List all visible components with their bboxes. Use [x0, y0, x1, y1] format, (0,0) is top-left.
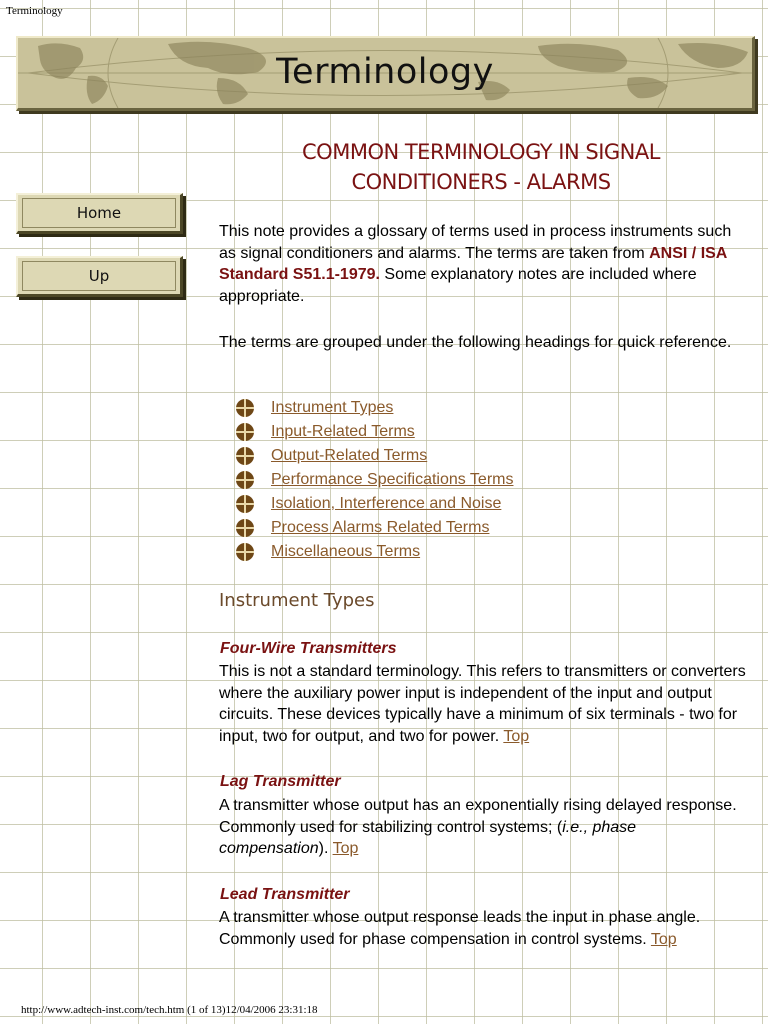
toc-link-process-alarms[interactable]: Process Alarms Related Terms [271, 519, 490, 536]
page-title-line-1: COMMON TERMINOLOGY IN SIGNAL [302, 140, 660, 164]
term-definition-italic: i.e., phase compensation [219, 818, 637, 857]
bullet-icon [236, 519, 254, 537]
term-title: Lag Transmitter [220, 773, 341, 790]
print-header: Terminology [6, 5, 63, 17]
intro-text-1: This note provides a glossary of terms used in process instruments such as signal conditioners and alarms. The terms are taken from [219, 223, 732, 262]
bullet-icon [236, 495, 254, 513]
toc-item [236, 444, 513, 468]
toc-item [236, 468, 513, 492]
term-definition-text: A transmitter whose output response leads the input in phase angle. Commonly used for phase compensation in control systems. [219, 909, 701, 948]
banner-title: Terminology [276, 52, 494, 92]
grouping-note: The terms are grouped under the following headings for quick reference. [219, 334, 732, 351]
top-link[interactable]: Top [503, 727, 530, 745]
home-button[interactable] [16, 193, 183, 234]
home-button-label: Home [76, 204, 122, 222]
bullet-icon [236, 447, 254, 465]
toc-item [236, 516, 513, 540]
print-footer: http://www.adtech-inst.com/tech.htm (1 of 13)12/04/2006 23:31:18 [21, 1004, 318, 1016]
toc-link-isolation-interference-noise[interactable]: Isolation, Interference and Noise [271, 495, 502, 512]
toc-link-miscellaneous-terms[interactable]: Miscellaneous Terms [271, 543, 421, 560]
term-title: Lead Transmitter [220, 886, 350, 903]
section-heading: Instrument Types [219, 590, 375, 611]
page-title [220, 137, 742, 197]
term-definition-text-after: ). [318, 840, 333, 857]
term-definition-text: A transmitter whose output has an exponentially rising delayed response. Commonly used for stabilizing control systems; ( [219, 797, 737, 836]
intro-paragraph [219, 221, 749, 307]
standard-reference: ANSI / ISA Standard S51.1-1979. [219, 244, 727, 283]
toc-item [236, 540, 513, 564]
toc-link-output-related-terms[interactable]: Output-Related Terms [271, 447, 428, 464]
toc-link-input-related-terms[interactable]: Input-Related Terms [271, 423, 415, 440]
toc-item [236, 396, 513, 420]
home-button-frame [22, 198, 176, 228]
toc-list [236, 396, 513, 564]
toc-item [236, 492, 513, 516]
toc-link-instrument-types[interactable]: Instrument Types [271, 399, 394, 416]
toc-link-performance-specifications[interactable]: Performance Specifications Terms [271, 471, 514, 488]
bullet-icon [236, 423, 254, 441]
top-link[interactable]: Top [332, 840, 359, 857]
term-title: Four-Wire Transmitters [220, 640, 397, 657]
bullet-icon [236, 471, 254, 489]
page-banner [16, 36, 755, 111]
bullet-icon [236, 543, 254, 561]
bullet-icon [236, 399, 254, 417]
term-definition [219, 661, 749, 747]
top-link[interactable]: Top [650, 930, 677, 948]
up-button-label: Up [88, 267, 110, 285]
toc-item [236, 420, 513, 444]
term-definition-text: This is not a standard terminology. This refers to transmitters or converters where the auxiliary power input is independent of the input and output circuits. These devices typically have a minimum of six terminals - two for input, two for output, and two for power. [219, 663, 746, 745]
page-title-line-2: CONDITIONERS - ALARMS [351, 170, 611, 194]
term-definition [219, 907, 749, 950]
term-definition [219, 795, 749, 860]
up-button[interactable] [16, 256, 183, 297]
intro-text-2: Some explanatory notes are included where appropriate. [219, 266, 697, 305]
up-button-frame [22, 261, 176, 291]
